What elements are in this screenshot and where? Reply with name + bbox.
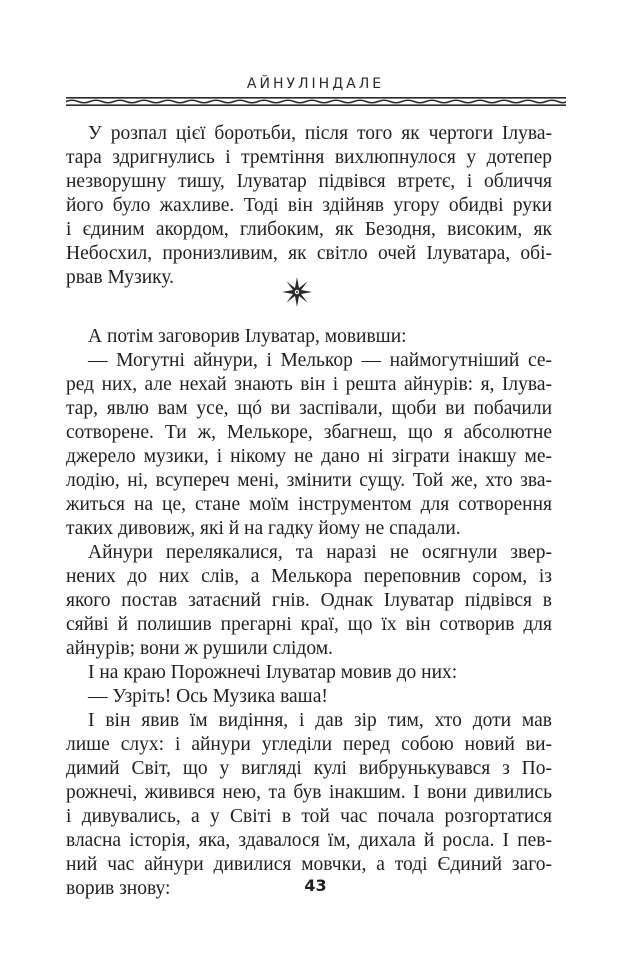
text-line: нених до них слів, а Мелькора переповнив сором, із bbox=[66, 566, 552, 587]
ornamental-rule bbox=[66, 97, 566, 106]
text-line: — Могутні айнури, і Мелькор — наймогутніший се- bbox=[88, 350, 552, 371]
text-line: сотворене. Ти ж, Мелькоре, збагнеш, що я абсолютне bbox=[66, 422, 552, 443]
text-line: ний час айнури дивилися мовчки, а тоді Єдиний заго- bbox=[66, 854, 552, 875]
text-line: незворушну тишу, Ілуватар підвівся втретє, і обличчя bbox=[66, 171, 552, 192]
text-line: і дивувались, а у Світі в той час почала розгортатися bbox=[66, 806, 552, 827]
text-line: У розпал цієї боротьби, після того як чертоги Ілува- bbox=[88, 123, 552, 144]
text-line: його було жахливе. Тоді він здійняв угору обидві руки bbox=[66, 195, 552, 216]
text-line: І на краю Порожнечі Ілуватар мовив до них: bbox=[88, 662, 458, 683]
text-line: сяйві й полишив прегарні краї, що їх він сотворив для bbox=[66, 614, 552, 635]
text-line: І він явив їм видіння, і дав зір тим, хто доти мав bbox=[88, 710, 552, 731]
eight-point-star-icon bbox=[281, 276, 313, 308]
text-line: рожнечі, живився нею, та був інакшим. І вони дивились bbox=[66, 782, 552, 803]
text-line: ворив знову: bbox=[66, 878, 171, 899]
text-line: ред них, але нехай знають він і решта айнурів: я, Ілува- bbox=[66, 374, 552, 395]
page-number: 43 bbox=[304, 876, 327, 895]
text-line: лодію, ні, всупереч мені, змінити сущу. Той же, хто зва- bbox=[66, 470, 552, 491]
text-line: — Узріть! Ось Музика ваша! bbox=[88, 686, 328, 707]
text-line: тар, явлю вам усе, щó ви заспівали, щоби ви побачили bbox=[66, 398, 552, 419]
paragraph-1 bbox=[66, 122, 552, 290]
text-line: тара здригнулись і тремтіння вихлюпнулося у дотепер bbox=[66, 147, 552, 168]
text-line: айнурів; вони ж рушили слідом. bbox=[66, 638, 333, 659]
text-line: житься на це, стане моїм інструментом для сотворення bbox=[66, 494, 552, 515]
running-header: АЙНУЛІНДАЛЕ bbox=[246, 76, 385, 92]
text-line: Айнури перелякалися, та наразі не осягнули звер- bbox=[88, 542, 552, 563]
text-line: Небосхил, пронизливим, як світло очей Ілуватара, обі- bbox=[66, 243, 552, 264]
text-line: таких дивовиж, які й на гадку йому не спадали. bbox=[66, 518, 461, 539]
text-line: і єдиним акордом, глибоким, як Безодня, високим, як bbox=[66, 219, 552, 240]
text-line: власна історія, яка, здавалося їм, дихала й росла. І пев- bbox=[66, 830, 552, 851]
text-line: А потім заговорив Ілуватар, мовивши: bbox=[88, 326, 407, 347]
text-line: лише слух: і айнури угледіли перед собою новий ви- bbox=[66, 734, 552, 755]
text-line: рвав Музику. bbox=[66, 267, 175, 288]
paragraph-block-2 bbox=[66, 325, 552, 901]
text-line: якого постав затаєний гнів. Однак Ілуватар підвівся в bbox=[66, 590, 552, 611]
text-line: димий Світ, що у вигляді кулі вибрунькувався з По- bbox=[66, 758, 552, 779]
text-line: джерело музики, і нікому не дано ні зіграти інакшу ме- bbox=[66, 446, 552, 467]
